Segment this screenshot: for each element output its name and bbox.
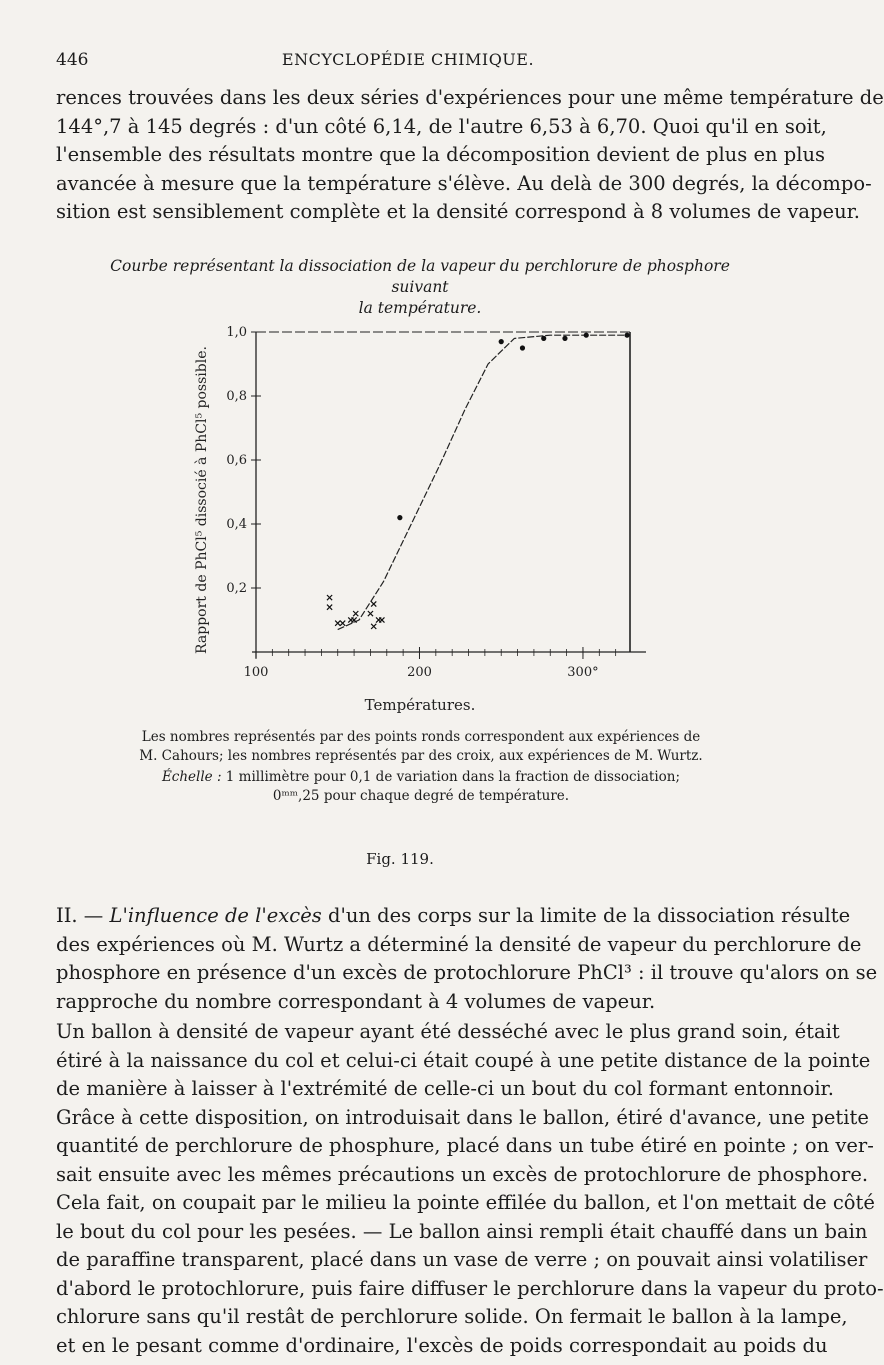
data-point-cross	[335, 621, 340, 626]
y-tick-label: 0,8	[226, 389, 247, 404]
dissociation-chart	[180, 310, 660, 730]
figure-note	[86, 728, 756, 806]
chart-tick-layer	[226, 325, 615, 680]
text-line: Grâce à cette disposition, on introduisait dans le ballon, étiré d'avance, une petite	[56, 1105, 869, 1129]
text-fragment: II. —	[56, 904, 110, 927]
y-tick-label: 1,0	[226, 325, 247, 340]
text-line: rapproche du nombre correspondant à 4 volumes de vapeur.	[56, 989, 656, 1013]
figure-number: Fig. 119.	[366, 850, 434, 868]
chart-curve-layer	[338, 335, 631, 629]
text-line: avancée à mesure que la température s'élève. Au delà de 300 degrés, la décompo-	[56, 171, 872, 195]
figure-caption-line: la température.	[358, 299, 482, 317]
text-line: d'abord le protochlorure, puis faire diffuser le perchlorure dans la vapeur du proto-	[56, 1276, 884, 1300]
text-line: sait ensuite avec les mêmes précautions un excès de protochlorure de phosphore.	[56, 1162, 869, 1186]
text-line: chlorure sans qu'il restât de perchlorure solide. On fermait le ballon à la lampe,	[56, 1305, 848, 1328]
text-line: le bout du col pour les pesées. — Le ballon ainsi rempli était chauffé dans un bain	[56, 1219, 868, 1243]
y-tick-label: 0,4	[226, 517, 247, 532]
text-line: phosphore en présence d'un excès de protochlorure PhCl³ : il trouve qu'alors on se	[56, 961, 878, 984]
data-point-cross	[379, 617, 384, 622]
data-point-dot	[397, 515, 402, 520]
running-title: ENCYCLOPÉDIE CHIMIQUE.	[281, 50, 535, 69]
chart-axes	[252, 332, 646, 658]
page-number: 446	[56, 50, 89, 70]
figure-caption-line: Courbe représentant la dissociation de la vapeur du perchlorure de phosphore suivant	[110, 257, 730, 296]
x-tick-label: 200	[407, 665, 432, 680]
text-line: sition est sensiblement complète et la densité correspond à 8 volumes de vapeur.	[56, 200, 861, 223]
figure-scale	[86, 768, 756, 787]
text-line: de manière à laisser à l'extrémité de celle-ci un bout du col formant entonnoir.	[56, 1077, 834, 1100]
text-line: des expériences où M. Wurtz a déterminé la densité de vapeur du perchlorure de	[56, 932, 862, 956]
y-axis-label: Rapport de PhCl⁵ dissocié à PhCl⁵ possible.	[194, 346, 210, 654]
text-line: de paraffine transparent, placé dans un vase de verre ; on pouvait ainsi volatiliser	[56, 1248, 868, 1271]
section-paragraph	[56, 902, 878, 1016]
figure-note-line: Les nombres représentés par des points ronds correspondent aux expériences de	[141, 729, 701, 745]
x-tick-label: 100	[243, 665, 269, 680]
figure-scale-line: 0ᵐᵐ,25 pour chaque degré de température.	[272, 788, 570, 804]
data-point-dot	[624, 333, 629, 338]
text-line: quantité de perchlorure de phosphure, placé dans un tube étiré en pointe ; on ver-	[56, 1134, 874, 1157]
text-line	[56, 902, 851, 931]
data-point-cross	[368, 611, 373, 616]
text-line: Un ballon à densité de vapeur ayant été desséché avec le plus grand soin, était	[56, 1020, 840, 1043]
bottom-paragraph	[56, 1018, 884, 1360]
figure-scale-label: Échelle :	[161, 769, 222, 785]
text-line: et en le pesant comme d'ordinaire, l'excès de poids correspondait au poids du	[56, 1333, 828, 1357]
x-axis-label: Températures.	[364, 696, 476, 714]
data-point-cross	[371, 601, 376, 606]
figure-note-line: M. Cahours; les nombres représentés par des croix, aux expériences de M. Wurtz.	[139, 748, 703, 764]
figure-scale-line: 1 millimètre pour 0,1 de variation dans la fraction de dissociation;	[221, 769, 681, 785]
data-point-dot	[499, 339, 504, 344]
text-line: Cela fait, on coupait par le milieu la pointe effilée du ballon, et l'on mettait de côté	[56, 1191, 875, 1214]
text-line: l'ensemble des résultats montre que la décomposition devient de plus en plus	[56, 143, 826, 166]
data-point-cross	[353, 611, 358, 616]
emphasis-fragment: L'influence de l'excès	[109, 904, 322, 927]
data-point-dot	[541, 336, 546, 341]
top-paragraph	[56, 84, 884, 227]
data-point-cross	[327, 595, 332, 600]
data-point-dot	[562, 336, 567, 341]
chart-points-layer	[327, 333, 630, 629]
page-header	[56, 50, 760, 74]
data-point-dot	[584, 333, 589, 338]
data-point-cross	[340, 621, 345, 626]
text-line: rences trouvées dans les deux séries d'expériences pour une même température de	[56, 86, 884, 109]
text-fragment: d'un des corps sur la limite de la dissociation résulte	[321, 904, 851, 927]
data-point-cross	[371, 624, 376, 629]
data-point-dot	[520, 345, 525, 350]
y-tick-label: 0,2	[226, 581, 247, 596]
text-line: 144°,7 à 145 degrés : d'un côté 6,14, de l'autre 6,53 à 6,70. Quoi qu'il en soit,	[56, 114, 827, 138]
dissociation-curve	[338, 335, 631, 629]
y-tick-label: 0,6	[226, 453, 247, 468]
text-line: étiré à la naissance du col et celui-ci était coupé à une petite distance de la pointe	[56, 1048, 871, 1072]
x-tick-label: 300°	[567, 665, 599, 680]
data-point-cross	[327, 605, 332, 610]
